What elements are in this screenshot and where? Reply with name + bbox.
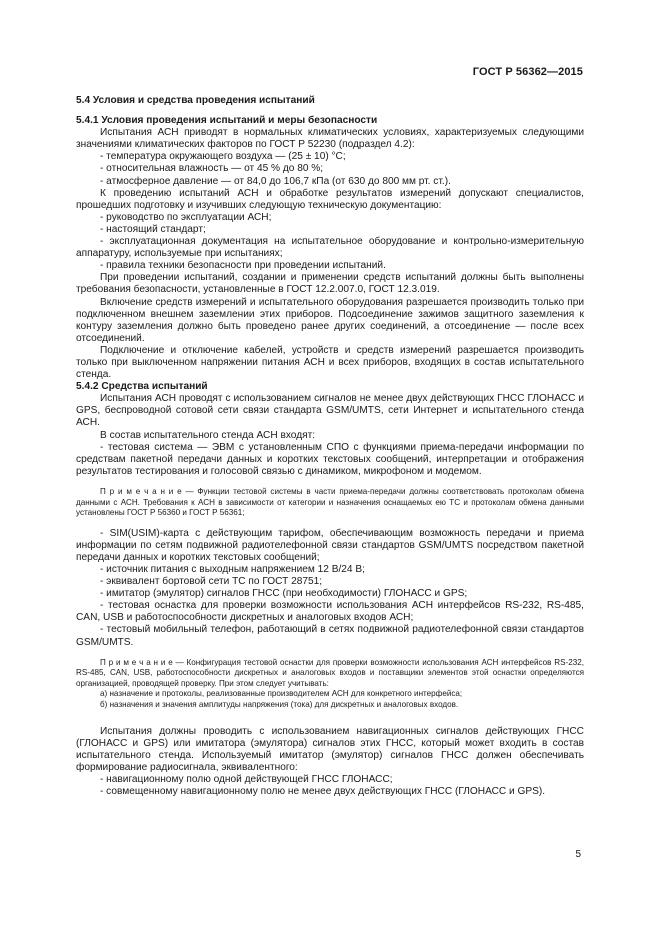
- paragraph: При проведении испытаний, создании и применении средств испытаний должны быть выполнены требования безопасности, установленные в ГОСТ 12.2.007.0, ГОСТ 12.3.019.: [76, 272, 584, 296]
- list-item: - эквивалент бортовой сети ТС по ГОСТ 28751;: [100, 576, 323, 588]
- note-text: — Функции тестовой системы в части приема-передачи должны соответствовать протоколам обмена данными с АСН. Требования к АСН в зависимости от категории и назначения оснащаемых ею ТС и протоколам обмена данными установлены ГОСТ Р 56360 и ГОСТ Р 56361;: [76, 486, 585, 518]
- paragraph: К проведению испытаний АСН и обработке результатов измерений допускают специалистов, прошедших подготовку и изучивших следующую техническую документацию:: [76, 187, 584, 211]
- subsection-title-5-4-1: 5.4.1 Условия проведения испытаний и меры безопасности: [76, 115, 378, 127]
- paragraph: Испытания АСН проводят с использованием сигналов не менее двух действующих ГНСС ГЛОНАСС и GPS, беспроводной сотовой сети связи стандарта GSM/UMTS, сети Интернет и испытательного стенда АСН.: [76, 393, 584, 429]
- list-item: - источник питания с выходным напряжением 12 В/24 В;: [100, 563, 365, 575]
- list-item: - тестовый мобильный телефон, работающий в сетях подвижной радиотелефонной связи стандартов GSM/UMTS.: [76, 624, 584, 648]
- list-item: - эксплуатационная документация на испытательное оборудование и контрольно-измерительную аппаратуру, используемые при испытаниях;: [76, 236, 584, 260]
- paragraph: Испытания должны проводить с использованием навигационных сигналов действующих ГНСС (ГЛОНАСС и GPS) или имитатора (эмулятора) сигналов этих ГНСС, который может входить в состав испытательного стенда. Используемый имитатор (эмулятор) сигналов ГНСС должен обеспечивать формирование радиосигнала, эквивалентного:: [76, 725, 584, 773]
- note-text: — Конфигурация тестовой оснастки для проверки возможности использования АСН интерфейсов RS-232, RS-485, CAN, USB, работоспособности дискретных и аналоговых входов и поставщики элементов этой оснастки определяются организацией, проводящей проверку. При этом следует учитывать:: [76, 657, 584, 688]
- note-list-item: а) назначение и протоколы, реализованные производителем АСН для конкретного интерфейса;: [100, 689, 463, 699]
- note: [76, 487, 584, 519]
- list-item: - навигационному полю одной действующей ГНСС ГЛОНАСС;: [100, 773, 393, 785]
- page-number: 5: [575, 849, 581, 860]
- list-item: - температура окружающего воздуха — (25 ± 10) °C;: [100, 151, 346, 163]
- paragraph: Подключение и отключение кабелей, устройств и средств измерений разрешается производить только при выключенном напряжении питания АСН и всех приборов, входящих в состав испытательного стенда.: [76, 344, 584, 381]
- list-item: - руководство по эксплуатации АСН;: [100, 211, 272, 223]
- note-label: П р и м е ч а н и е: [100, 657, 173, 667]
- list-item: - SIM(USIM)-карта с действующим тарифом, обеспечивающим возможность передачи и приема информации по сетям подвижной радиотелефонной связи стандартов GSM/UMTS посредством пакетной передачи данных и коротких текстовых сообщений;: [76, 527, 584, 563]
- list-item: - совмещенному навигационному полю не менее двух действующих ГНСС (ГЛОНАСС и GPS).: [100, 786, 546, 798]
- list-item: - тестовая оснастка для проверки возможности использования АСН интерфейсов RS-232, RS-485, CAN, USB и работоспособности дискретных и аналоговых входов АСН;: [76, 600, 584, 624]
- list-item: - правила техники безопасности при проведении испытаний.: [100, 260, 386, 272]
- paragraph: Испытания АСН приводят в нормальных климатических условиях, характеризуемых следующими значениями климатических факторов по ГОСТ Р 52230 (подраздел 4.2):: [76, 127, 584, 151]
- list-item: - атмосферное давление — от 84,0 до 106,7 кПа (от 630 до 800 мм рт. ст.).: [100, 175, 451, 187]
- document-body: [76, 95, 584, 798]
- paragraph: Включение средств измерений и испытательного оборудования разрешается производить только при подключенном внешнем заземлении этих приборов. Подсоединение зажимов защитного заземления к контуру заземления должно быть проведено ранее других соединений, а отсоединение — после всех отсоединений.: [76, 296, 584, 344]
- section-title: 5.4 Условия и средства проведения испытаний: [76, 95, 315, 106]
- subsection-title-5-4-2: 5.4.2 Средства испытаний: [76, 381, 208, 393]
- list-item: - относительная влажность — от 45 % до 80 %;: [100, 163, 324, 175]
- note-list-item: б) назначения и значения амплитуды напряжения (тока) для дискретных и аналоговых входов.: [100, 700, 459, 709]
- note: [76, 658, 584, 690]
- list-item: - тестовая система — ЭВМ с установленным СПО с функциями приема-передачи информации по средствам пакетной передачи данных и коротких текстовых сообщений, интерпретации и отображения результатов тестирования и голосовой связью с динамиком, микрофоном и модемом.: [76, 441, 584, 477]
- paragraph: В состав испытательного стенда АСН входят:: [100, 429, 316, 441]
- document-code-header: ГОСТ Р 56362—2015: [472, 66, 583, 78]
- list-item: - имитатор (эмулятор) сигналов ГНСС (при необходимости) ГЛОНАСС и GPS;: [100, 588, 468, 600]
- list-item: - настоящий стандарт;: [100, 223, 206, 235]
- note-label: П р и м е ч а н и е: [100, 486, 182, 496]
